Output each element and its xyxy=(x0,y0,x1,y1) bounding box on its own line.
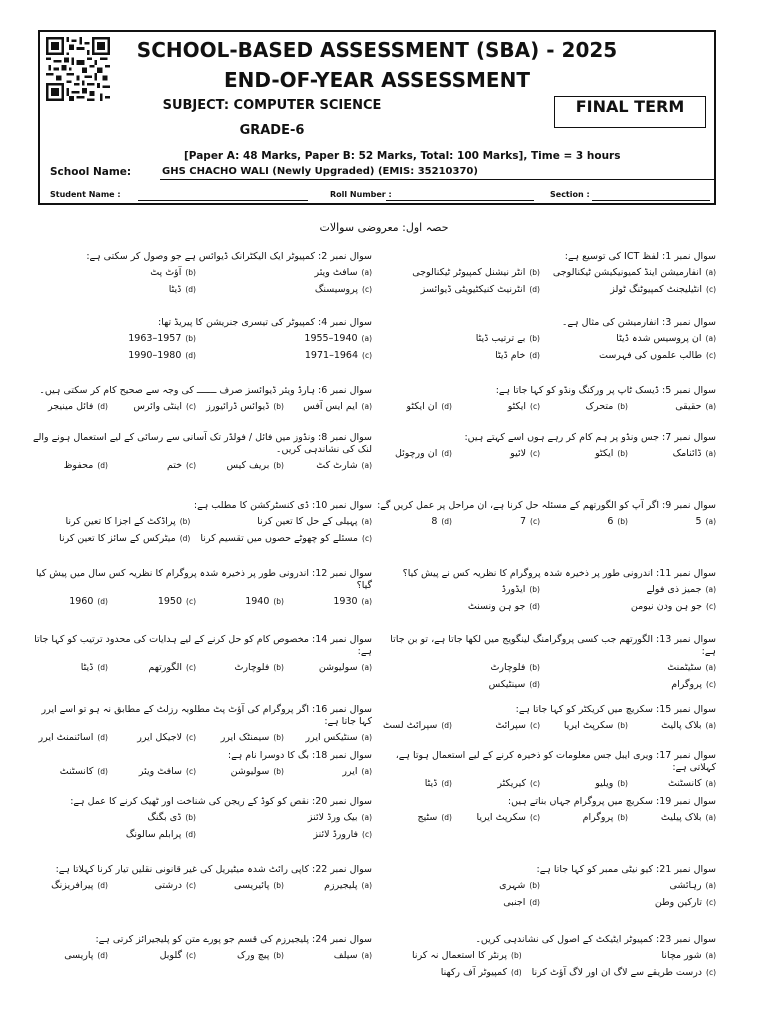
option-b[interactable]: (b)ڈیوائس ڈرائیورز xyxy=(206,401,284,412)
assessment-subtitle: END-OF-YEAR ASSESSMENT xyxy=(224,68,530,92)
option-b[interactable]: (b)سیمنٹک ایرر xyxy=(220,732,284,743)
option-a[interactable]: (a)سنٹیکس ایرر xyxy=(305,732,372,743)
option-a[interactable]: (a)بیک ورڈ لائنز xyxy=(307,812,372,823)
question-text: سوال نمبر 14: مخصوص کام کو حل کرنے کے لیے ہدایات کی محدود ترتیب کو کہا جاتا ہے: xyxy=(34,634,372,657)
roll-number-field[interactable] xyxy=(386,200,534,201)
option-b[interactable]: (b)پائیریسی xyxy=(234,880,284,891)
question-4 xyxy=(30,317,372,362)
question-text: سوال نمبر 10: ڈی کنسٹرکشن کا مطلب ہے: xyxy=(193,500,372,511)
question-12 xyxy=(30,568,372,608)
option-b[interactable]: (b)پرنٹر کا استعمال نہ کرنا xyxy=(412,950,522,961)
final-term-badge: FINAL TERM xyxy=(554,96,706,128)
option-c[interactable]: (c)لاجیکل ایرر xyxy=(137,732,196,743)
option-d[interactable]: (d)1980–1990 xyxy=(128,350,196,361)
assessment-header xyxy=(38,30,716,205)
option-a[interactable]: (a)1930 xyxy=(333,596,372,607)
option-a[interactable]: (a)ایرر xyxy=(342,766,372,777)
option-c[interactable]: (c)سافٹ ویئر xyxy=(138,766,196,777)
option-c[interactable]: (c)تارکین وطن xyxy=(654,897,716,908)
option-b[interactable]: (b)سولیوشن xyxy=(230,766,284,777)
option-a[interactable]: (a)حقیقی xyxy=(675,401,716,412)
option-b[interactable]: (b)بے ترتیب ڈیٹا xyxy=(475,333,540,344)
option-b[interactable]: (b)شہری xyxy=(499,880,540,891)
option-d[interactable]: (d)میٹرکس کے سائز کا تعین کرنا xyxy=(59,533,191,544)
option-b[interactable]: (b)1957–1963 xyxy=(128,333,196,344)
question-text: سوال نمبر 7: جس ونڈو پر ہم کام کر رہے ہوں اسے کہتے ہیں: xyxy=(464,432,716,443)
option-b[interactable]: (b)پراڈکٹ کے اجزا کا تعین کرنا xyxy=(65,516,191,527)
option-d[interactable]: (d)پرابلم سالونگ xyxy=(125,829,196,840)
section-label: Section : xyxy=(550,190,590,199)
question-text: سوال نمبر 18: بگ کا دوسرا نام ہے: xyxy=(227,750,372,761)
option-d[interactable]: (d)محفوظ xyxy=(63,460,108,471)
question-text: سوال نمبر 6: ہارڈ ویئر ڈیوائسز صرف ـــــــ کی وجہ سے صحیح کام کر سکتی ہیں۔ xyxy=(39,385,372,396)
part-title: حصہ اول: معروضی سوالات xyxy=(319,221,449,234)
question-text: سوال نمبر 4: کمپیوٹر کی تیسری جنریشن کا پیریڈ تھا: xyxy=(158,317,372,328)
question-text: سوال نمبر 5: ڈیسک ٹاپ پر ورکنگ ونڈو کو کہا جاتا ہے: xyxy=(495,385,716,396)
question-21 xyxy=(374,864,716,909)
question-3 xyxy=(374,317,716,362)
option-c[interactable]: (c)درست طریقے سے لاگ ان اور لاگ آؤٹ کرنا xyxy=(531,967,716,978)
option-b[interactable]: (b)فلوچارٹ xyxy=(234,662,284,673)
option-c[interactable]: (c)گلوبل xyxy=(159,950,196,961)
option-d[interactable]: (d)1960 xyxy=(69,596,108,607)
option-c[interactable]: (c)سکرپٹ ایریا xyxy=(476,812,540,823)
option-a[interactable]: (a)کانسٹنٹ xyxy=(667,778,716,789)
option-b[interactable]: (b)پیچ ورک xyxy=(237,950,284,961)
student-name-field[interactable] xyxy=(138,200,308,201)
question-15 xyxy=(374,704,716,732)
option-c[interactable]: (c)کیریکٹر xyxy=(497,778,540,789)
option-a[interactable]: (a)1940–1955 xyxy=(304,333,372,344)
option-a[interactable]: (a)پہیلی کے حل کا تعین کرنا xyxy=(257,516,372,527)
option-d[interactable]: (d)پاریسی xyxy=(64,950,108,961)
section-field[interactable] xyxy=(592,200,710,201)
option-d[interactable]: (d)خام ڈیٹا xyxy=(495,350,540,361)
question-text: سوال نمبر 19: سکریچ میں پروگرام جہاں بناتے ہیں: xyxy=(507,796,716,807)
question-text: سوال نمبر 1: لفظ ICT کی توسیع ہے: xyxy=(564,251,716,262)
option-b[interactable]: (b)آؤٹ پٹ xyxy=(150,267,196,278)
option-b[interactable]: (b)فلوچارٹ xyxy=(490,662,540,673)
question-text: سوال نمبر 21: کیو نیٹی ممبر کو کہا جاتا ہے: xyxy=(536,864,716,875)
option-c[interactable]: (c)مسئلے کو چھوٹے حصوں میں تقسیم کرنا xyxy=(200,533,372,544)
option-d[interactable]: (d)اسائنمنٹ ایرر xyxy=(38,732,108,743)
option-c[interactable]: (c)1950 xyxy=(157,596,196,607)
question-16 xyxy=(30,704,372,744)
question-8 xyxy=(30,432,372,472)
question-11 xyxy=(374,568,716,613)
option-c[interactable]: (c)7 xyxy=(519,516,540,527)
option-b[interactable]: (b)بریف کیس xyxy=(226,460,284,471)
option-a[interactable]: (a)ان پروسیس شدہ ڈیٹا xyxy=(616,333,716,344)
school-name-value: GHS CHACHO WALI (Newly Upgraded) (EMIS: 35210370) xyxy=(160,166,714,180)
option-d[interactable]: (d)سپرائٹ لسٹ xyxy=(382,720,452,731)
question-text: سوال نمبر 3: انفارمیشن کی مثال ہے۔ xyxy=(561,317,716,328)
option-a[interactable]: (a)پلیجیرزم xyxy=(324,880,372,891)
question-text: سوال نمبر 16: اگر پروگرام کی آؤٹ پٹ مطلوبہ رزلٹ کے مطابق نہ ہو تو اسے ایرر کہا جاتا ہے: xyxy=(41,704,372,727)
option-c[interactable]: (c)پروسیسنگ xyxy=(314,284,372,295)
option-a[interactable]: (a)سافٹ ویئر xyxy=(314,267,372,278)
option-a[interactable]: (a)ڈائنامک xyxy=(672,448,716,459)
question-text: سوال نمبر 24: پلیجیرزم کی قسم جو پورے متن کو پلیجیرائز کرتی ہے: xyxy=(95,934,372,945)
question-text: سوال نمبر 23: کمپیوٹر ایٹیکٹ کے اصول کی نشاندہی کریں۔ xyxy=(475,934,716,945)
marks-info: [Paper A: 48 Marks, Paper B: 52 Marks, Total: 100 Marks], Time = 3 hours xyxy=(184,150,621,162)
question-23 xyxy=(374,934,716,979)
grade-label: GRADE-6 xyxy=(239,123,305,138)
question-20 xyxy=(30,796,372,841)
option-c[interactable]: (c)طالب علموں کی فہرست xyxy=(599,350,716,361)
option-a[interactable]: (a)رہائشی xyxy=(669,880,716,891)
option-c[interactable]: (c)الگورتھم xyxy=(148,662,196,673)
option-b[interactable]: (b)سکرپٹ ایریا xyxy=(563,720,628,731)
option-b[interactable]: (b)متحرک xyxy=(585,401,628,412)
question-14 xyxy=(30,634,372,674)
school-name-label: School Name: xyxy=(50,166,132,178)
question-17 xyxy=(374,750,716,790)
option-b[interactable]: (b)پروگرام xyxy=(582,812,628,823)
option-d[interactable]: (d)پیرافریزنگ xyxy=(51,880,108,891)
option-d[interactable]: (d)اجنبی xyxy=(503,897,540,908)
option-d[interactable]: (d)8 xyxy=(431,516,452,527)
question-2 xyxy=(30,251,372,296)
option-d[interactable]: (d)ان ورچوئل xyxy=(394,448,452,459)
option-a[interactable]: (a)انفارمیشن اینڈ کمیونیکیشن ٹیکنالوجی xyxy=(552,267,716,278)
option-a[interactable]: (a)ایم ایس آفس xyxy=(303,401,372,412)
option-b[interactable]: (b)ایکٹو xyxy=(595,448,628,459)
option-b[interactable]: (b)ایڈورڈ xyxy=(501,584,540,595)
option-c[interactable]: (c)لائیو xyxy=(510,448,540,459)
option-d[interactable]: (d)فائل مینیجر xyxy=(48,401,108,412)
option-d[interactable]: (d)سٹیج xyxy=(417,812,452,823)
option-c[interactable]: (c)ایکٹو xyxy=(507,401,540,412)
question-18 xyxy=(30,750,372,778)
option-c[interactable]: (c)ختم xyxy=(166,460,196,471)
option-d[interactable]: (d)سینٹیکس xyxy=(488,679,540,690)
question-9 xyxy=(374,500,716,528)
question-24 xyxy=(30,934,372,962)
option-c[interactable]: (c)درشتی xyxy=(154,880,196,891)
question-7 xyxy=(374,432,716,460)
option-a[interactable]: (a)بلاک پالیٹ xyxy=(661,720,716,731)
question-text: سوال نمبر 15: سکریچ میں کریکٹر کو کہا جاتا ہے: xyxy=(515,704,716,715)
option-a[interactable]: (a)سیلف xyxy=(333,950,372,961)
option-a[interactable]: (a)سٹیٹمنٹ xyxy=(667,662,716,673)
option-d[interactable]: (d)ڈیٹا xyxy=(168,284,196,295)
question-text: سوال نمبر 12: اندرونی طور پر ذخیرہ شدہ پروگرام کا نظریہ کس سال میں پیش کیا گیا؟ xyxy=(35,568,372,591)
option-c[interactable]: (c)اینٹی وائرس xyxy=(133,401,196,412)
subject-label: SUBJECT: COMPUTER SCIENCE xyxy=(162,98,382,113)
question-text: سوال نمبر 9: اگر آپ کو الگورتھم کے مسئلہ حل کرنا ہے، ان مراحل پر عمل کریں گے: xyxy=(377,500,716,511)
question-6 xyxy=(30,385,372,413)
option-b[interactable]: (b)ویلیو xyxy=(595,778,628,789)
option-d[interactable]: (d)ڈیٹا xyxy=(424,778,452,789)
option-a[interactable]: (a)بلاک پیلیٹ xyxy=(660,812,716,823)
question-13 xyxy=(374,634,716,691)
question-text: سوال نمبر 20: نقص کو کوڈ کے ریجن کی شناخت اور ٹھیک کرنے کا عمل ہے: xyxy=(70,796,372,807)
option-c[interactable]: (c)سپرائٹ xyxy=(495,720,540,731)
option-a[interactable]: (a)شارٹ کٹ xyxy=(316,460,372,471)
question-text: سوال نمبر 8: ونڈوز میں فائل / فولڈر تک آسانی سے رسائی کے لیے استعمال ہونے والے لنک کی نشاندہی کریں۔ xyxy=(32,432,372,455)
student-name-label: Student Name : xyxy=(50,190,121,199)
question-5 xyxy=(374,385,716,413)
option-c[interactable]: (c)انٹیلیجنٹ کمپیوٹنگ ٹولز xyxy=(610,284,716,295)
option-d[interactable]: (d)انٹرنیٹ کنیکٹیویٹی ڈیوائسز xyxy=(420,284,540,295)
option-a[interactable]: (a)5 xyxy=(695,516,716,527)
option-c[interactable]: (c)1964–1971 xyxy=(304,350,372,361)
question-text: سوال نمبر 2: کمپیوٹر ایک الیکٹرانک ڈیوائس ہے جو وصول کر سکتی ہے: xyxy=(86,251,372,262)
question-text: سوال نمبر 17: ویری ایبل جس معلومات کو ذخیرہ کرنے کے لیے استعمال ہوتا ہے، کہلاتی ہے: xyxy=(395,750,716,773)
option-a[interactable]: (a)شور مچانا xyxy=(661,950,716,961)
option-b[interactable]: (b)انٹر نیشنل کمپیوٹر ٹیکنالوجی xyxy=(412,267,540,278)
option-b[interactable]: (b)ڈی بگنگ xyxy=(147,812,196,823)
assessment-title: SCHOOL-BASED ASSESSMENT (SBA) - 2025 xyxy=(136,38,618,62)
option-d[interactable]: (d)ڈیٹا xyxy=(80,662,108,673)
question-1 xyxy=(374,251,716,296)
question-19 xyxy=(374,796,716,824)
question-text: سوال نمبر 11: اندرونی طور پر ذخیرہ شدہ پروگرام کا نظریہ کس نے پیش کیا؟ xyxy=(402,568,716,579)
option-d[interactable]: (d)کانسٹنٹ xyxy=(59,766,108,777)
option-c[interactable]: (c)پروگرام xyxy=(671,679,716,690)
roll-number-label: Roll Number : xyxy=(330,190,392,199)
option-b[interactable]: (b)6 xyxy=(607,516,628,527)
option-c[interactable]: (c)فارورڈ لائنز xyxy=(313,829,372,840)
option-a[interactable]: (a)سولیوشن xyxy=(318,662,372,673)
question-10 xyxy=(30,500,372,545)
option-d[interactable]: (d)ان ایکٹو xyxy=(406,401,452,412)
option-a[interactable]: (a)جمیز ذی فولے xyxy=(646,584,716,595)
option-c[interactable]: (c)جو ہن ودن نیومن xyxy=(630,601,716,612)
question-text: سوال نمبر 22: کاپی رائٹ شدہ میٹیریل کی غیر قانونی نقلیں تیار کرنا کہلاتا ہے: xyxy=(55,864,372,875)
question-22 xyxy=(30,864,372,892)
option-d[interactable]: (d)کمپیوٹر آف رکھنا xyxy=(440,967,522,978)
question-text: سوال نمبر 13: الگورتھم جب کسی پروگرامنگ لینگویج میں لکھا جاتا ہے، تو بن جاتا ہے: xyxy=(390,634,716,657)
option-d[interactable]: (d)جو ہن ونسنٹ xyxy=(467,601,540,612)
option-b[interactable]: (b)1940 xyxy=(245,596,284,607)
